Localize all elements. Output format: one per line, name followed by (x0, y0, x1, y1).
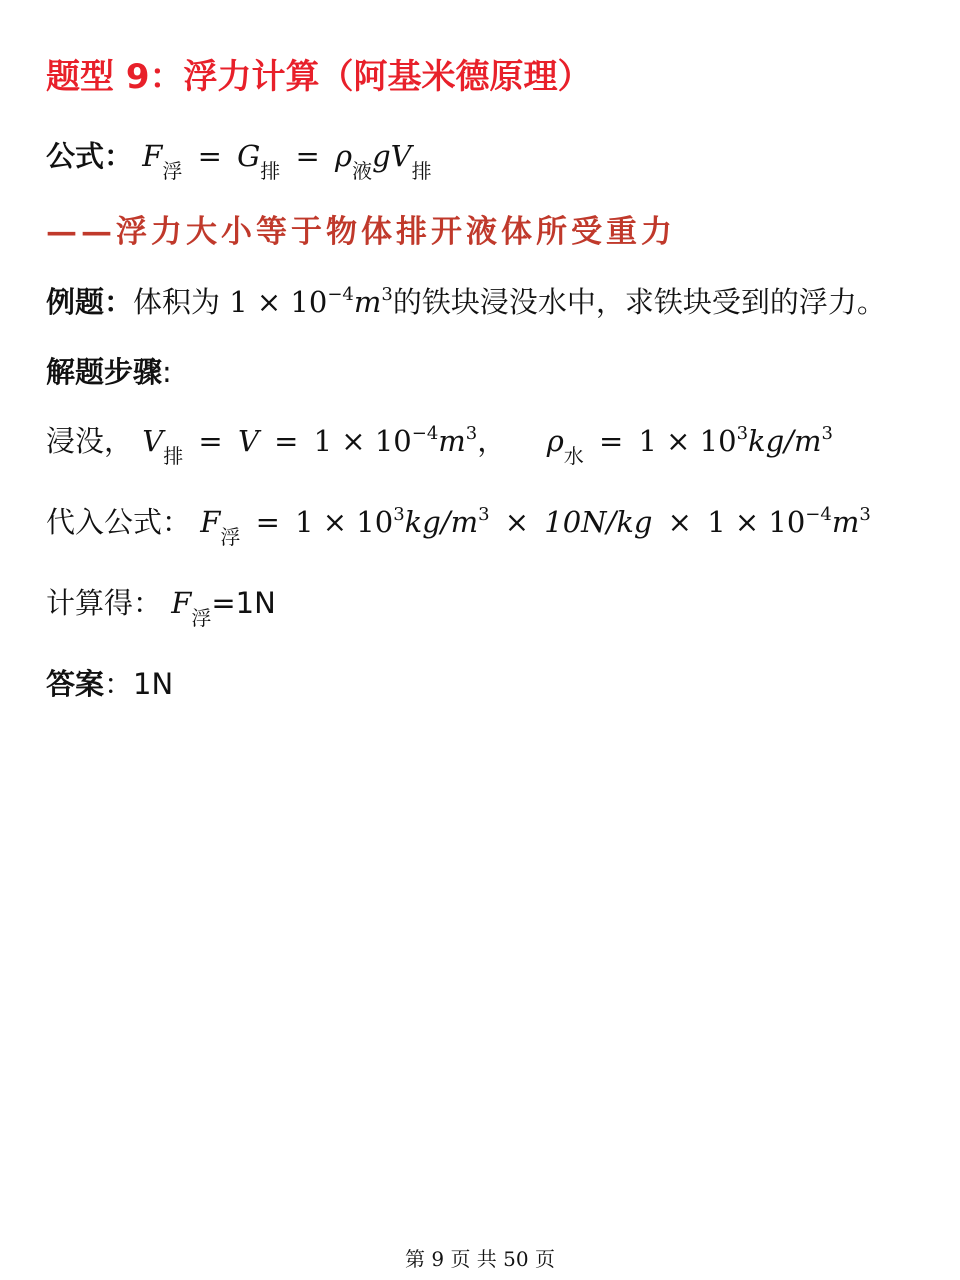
step1-exp2: 3 (736, 423, 749, 444)
step1-unit2-exp: 3 (821, 423, 833, 444)
step2-F: F (200, 505, 221, 539)
step1-eq-1: = (198, 424, 223, 458)
step1-exp: −4 (411, 423, 439, 444)
example-line (46, 284, 886, 319)
step1-value2: 1 × 10 (638, 424, 737, 458)
answer-line (46, 667, 174, 701)
step1-value: 1 × 10 (313, 424, 412, 458)
page-number-footer: 第 9 页 共 50 页 (405, 1247, 555, 1271)
step1-unit-exp: 3 (465, 423, 478, 444)
formula-F: F (142, 139, 163, 173)
step3-result: =1N (211, 586, 276, 620)
step2-sub-fu: 浮 (220, 525, 241, 549)
steps-heading-label: 解题步骤 (46, 355, 163, 389)
step3-label: 计算得： (46, 586, 163, 620)
step2-v3-exp: −4 (805, 504, 832, 525)
steps-heading (46, 355, 172, 389)
step1-sub-pai: 排 (163, 444, 184, 468)
formula-G: G (237, 139, 261, 173)
step2-times-1: × (504, 505, 530, 539)
formula-line (46, 139, 432, 183)
step2-v1: 1 × 10 (295, 505, 394, 539)
step3-F: F (171, 586, 192, 620)
example-value: 1 × 10 (229, 285, 328, 319)
step-result (46, 586, 276, 630)
step2-v3-unit: m (831, 505, 860, 539)
step-immersed (46, 423, 833, 468)
step2-v1-unit-exp: 3 (478, 504, 490, 525)
step2-v3: 1 × 10 (707, 505, 806, 539)
formula-eq-2: = (295, 139, 320, 173)
steps-heading-colon: : (162, 355, 172, 389)
step1-label: 浸没， (46, 424, 134, 458)
step1-comma: ， (477, 424, 507, 458)
example-unit: m (353, 285, 382, 319)
example-exp: −4 (327, 284, 354, 305)
answer-label: 答案 (46, 667, 105, 701)
step1-V2: V (237, 424, 259, 458)
step1-rho: ρ (546, 424, 564, 458)
example-text-after: 的铁块浸没水中，求铁块受到的浮力。 (392, 285, 886, 319)
formula-sub-fu: 浮 (162, 159, 183, 183)
step2-label: 代入公式： (46, 505, 192, 539)
step1-V: V (142, 424, 164, 458)
answer-value: ：1N (104, 667, 174, 701)
principle-tagline: ——浮力大小等于物体排开液体所受重力 (46, 214, 676, 250)
step1-eq-2: = (274, 424, 299, 458)
step2-v1-exp: 3 (393, 504, 405, 525)
example-text-before: 体积为 (133, 285, 221, 319)
step-substitute (46, 504, 871, 549)
formula-sub-pai-2: 排 (411, 159, 432, 183)
step2-eq: = (255, 505, 280, 539)
formula-sub-pai-1: 排 (260, 159, 281, 183)
step1-unit: m (438, 424, 466, 458)
formula-eq-1: = (197, 139, 222, 173)
step2-v1-unit: kg/m (404, 505, 479, 539)
step2-v2: 10N/kg (544, 505, 653, 539)
example-label: 例题： (46, 285, 134, 319)
step1-eq-3: = (598, 424, 624, 458)
formula-gV: gV (372, 139, 412, 173)
step1-unit2: kg/m (748, 424, 822, 458)
formula-sub-ye: 液 (352, 159, 373, 183)
step1-sub-shui: 水 (563, 444, 584, 468)
formula-label: 公式： (46, 139, 134, 173)
formula-rho: ρ (335, 139, 353, 173)
page-title: 题型 9：浮力计算（阿基米德原理） (46, 57, 592, 97)
step2-times-2: × (667, 505, 692, 539)
step3-sub-fu: 浮 (191, 606, 212, 630)
step2-v3-unit-exp: 3 (859, 504, 871, 525)
example-unit-exp: 3 (381, 284, 393, 305)
